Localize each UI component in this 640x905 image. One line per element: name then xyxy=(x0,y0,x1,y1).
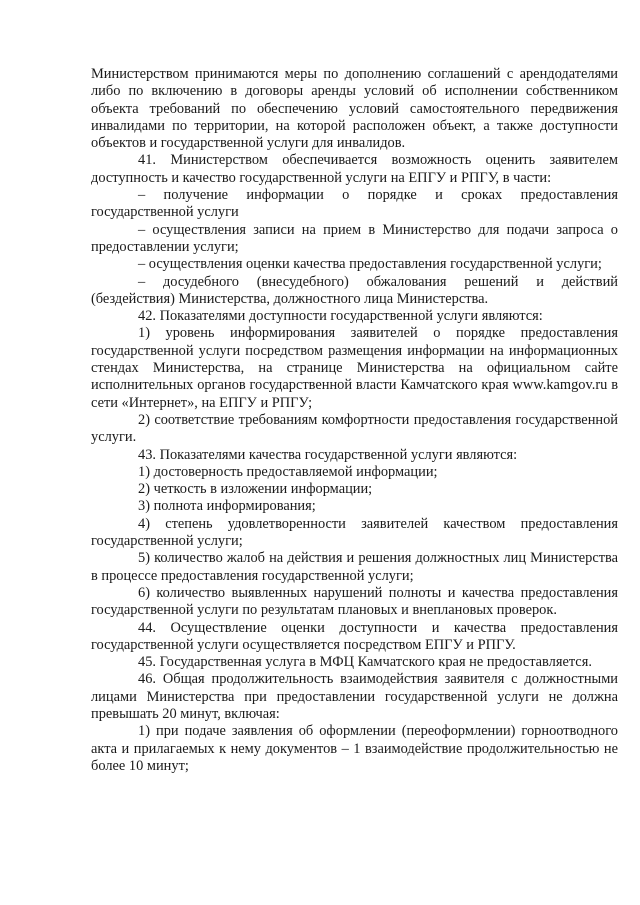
paragraph-43-item-6: 6) количество выявленных нарушений полноты и качества предоставления государственной услуги по результатам плановых и внеплановых проверок. xyxy=(91,584,618,619)
paragraph-43-item-5: 5) количество жалоб на действия и решения должностных лиц Министерства в процессе предоставления государственной услуги; xyxy=(91,550,618,584)
paragraph-43: 43. Показателями качества государственной услуги являются: xyxy=(138,446,518,463)
paragraph-42-item-1: 1) уровень информирования заявителей о порядке предоставления государственной услуги посредством размещения информации на информационных стендах Министерства, на странице Министерства на официальном сайте исполнительных органов государственной власти Камчатского края www.kamgov.ru в сети «Интернет», на ЕПГУ и РПГУ; xyxy=(91,325,618,411)
paragraph-41-item-1: – получение информации о порядке и сроках предоставления государственной услуги xyxy=(91,187,618,221)
paragraph-46-item-1: 1) при подаче заявления об оформлении (переоформлении) горноотводного акта и прилагаемых к нему документов – 1 взаимодействие продолжительностью не более 10 минут; xyxy=(91,723,618,774)
paragraph-43-item-3: 3) полнота информирования; xyxy=(138,498,316,515)
paragraph-41-item-2: – осуществления записи на прием в Министерство для подачи запроса о предоставлении услуги; xyxy=(91,221,618,255)
paragraph-42: 42. Показателями доступности государственной услуги являются: xyxy=(138,308,543,325)
paragraph-43-item-1: 1) достоверность предоставляемой информации; xyxy=(138,463,438,480)
paragraph-41: 41. Министерством обеспечивается возможность оценить заявителем доступность и качество государственной услуги на ЕПГУ и РПГУ, в части: xyxy=(91,152,618,186)
paragraph-46: 46. Общая продолжительность взаимодействия заявителя с должностными лицами Министерства при предоставлении государственной услуги не должна превышать 20 минут, включая: xyxy=(91,671,618,722)
paragraph-42-item-2: 2) соответствие требованиям комфортности предоставления государственной услуги. xyxy=(91,411,618,446)
paragraph-44: 44. Осуществление оценки доступности и качества предоставления государственной услуги осуществляется посредством ЕПГУ и РПГУ. xyxy=(91,619,618,653)
paragraph-43-item-4: 4) степень удовлетворенности заявителей качеством предоставления государственной услуги; xyxy=(91,515,618,550)
paragraph-41-item-4: – досудебного (внесудебного) обжалования решений и действий (бездействия) Министерства, должностного лица Министерства. xyxy=(91,273,618,307)
paragraph-45: 45. Государственная услуга в МФЦ Камчатского края не предоставляется. xyxy=(138,654,592,671)
paragraph-intro: Министерством принимаются меры по дополнению соглашений с арендодателями либо по включению в договоры аренды условий об исполнении собственником объекта требований по обеспечению условий самостоятельного передвижения инвалидами по территории, на которой расположен объект, а также доступности объектов и государственной услуги для инвалидов. xyxy=(91,66,618,152)
document-page xyxy=(91,66,618,775)
paragraph-41-item-3: – осуществления оценки качества предоставления государственной услуги; xyxy=(138,256,602,273)
paragraph-43-item-2: 2) четкость в изложении информации; xyxy=(138,481,373,498)
